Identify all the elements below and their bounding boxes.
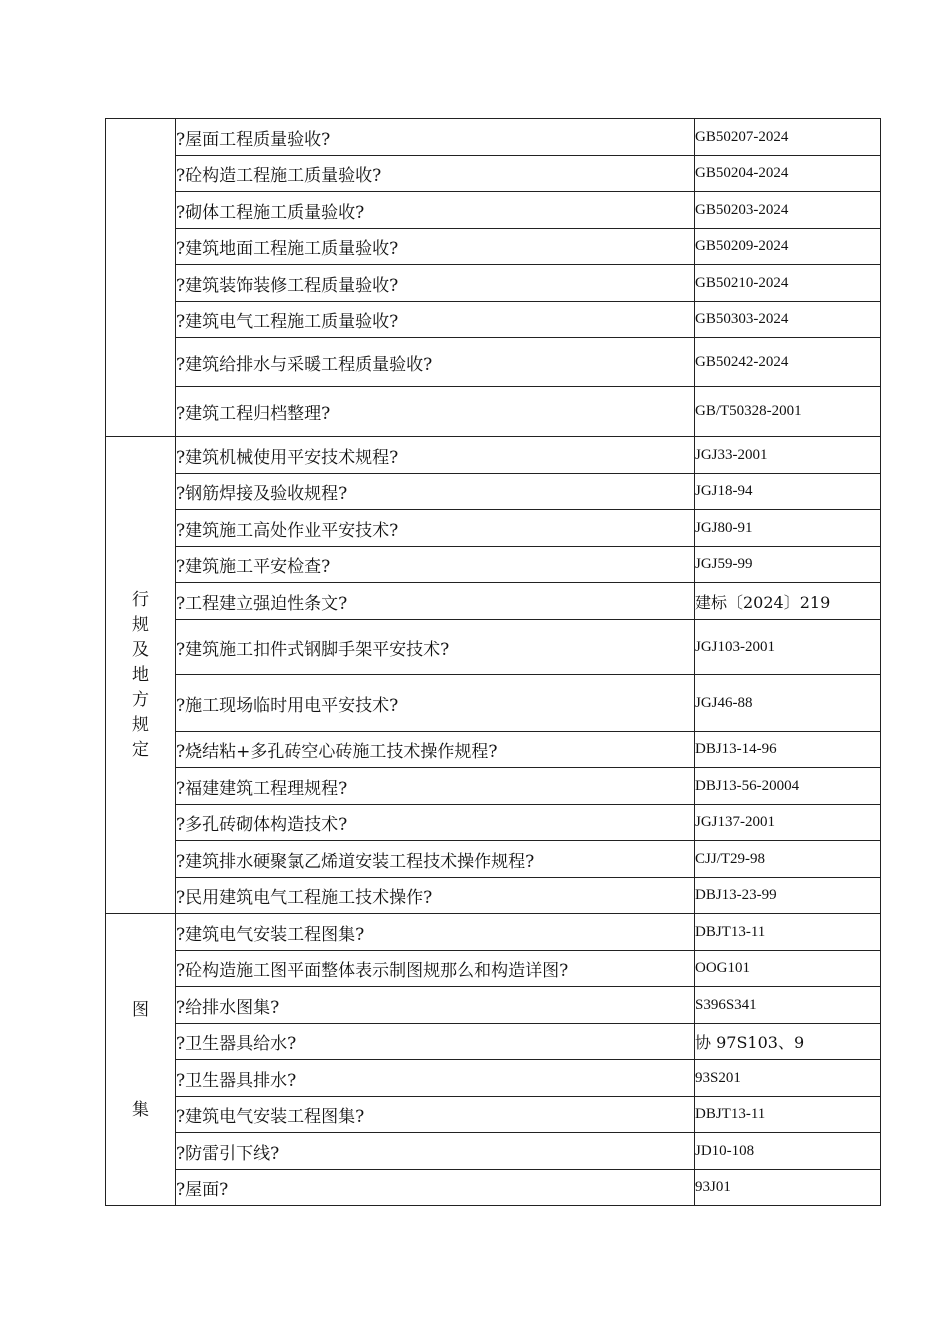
standard-code: 93S201: [695, 1060, 881, 1097]
standard-name: ?民用建筑电气工程施工技术操作?: [176, 878, 695, 914]
table-row: [106, 510, 881, 547]
standard-code: GB50242-2024: [695, 338, 881, 387]
table-row: [106, 265, 881, 302]
standard-name: ?建筑地面工程施工质量验收?: [176, 229, 695, 265]
standard-code: 协 97S103、9: [695, 1024, 881, 1060]
table-row: [106, 914, 881, 951]
standard-name: ?多孔砖砌体构造技术?: [176, 805, 695, 841]
table-row: [106, 841, 881, 878]
category-cell-blank: [106, 119, 176, 437]
standard-name: ?建筑电气安装工程图集?: [176, 1097, 695, 1133]
table-row: [106, 1060, 881, 1097]
table-row: [106, 951, 881, 987]
standard-name: ?建筑施工高处作业平安技术?: [176, 510, 695, 547]
standard-name: ?福建建筑工程理规程?: [176, 768, 695, 805]
standard-code: DBJ13-14-96: [695, 732, 881, 768]
standard-code: JGJ103-2001: [695, 620, 881, 675]
table-row: [106, 192, 881, 229]
table-row: [106, 620, 881, 675]
table-row: [106, 437, 881, 474]
standard-code: GB50303-2024: [695, 302, 881, 338]
standard-name: ?屋面?: [176, 1170, 695, 1206]
standard-name: ?建筑施工扣件式钢脚手架平安技术?: [176, 620, 695, 675]
table-row: [106, 338, 881, 387]
standard-code: GB/T50328-2001: [695, 387, 881, 437]
standard-name: ?钢筋焊接及验收规程?: [176, 474, 695, 510]
table-row: [106, 387, 881, 437]
category-label: 行规及地方规定: [132, 589, 149, 760]
standard-name: ?屋面工程质量验收?: [176, 119, 695, 156]
standard-code: CJJ/T29-98: [695, 841, 881, 878]
standard-name: ?建筑给排水与采暖工程质量验收?: [176, 338, 695, 387]
standard-code: DBJ13-23-99: [695, 878, 881, 914]
category-label: 图集: [132, 999, 149, 1120]
standard-code: GB50204-2024: [695, 156, 881, 192]
standard-code: GB50209-2024: [695, 229, 881, 265]
standard-name: ?建筑排水硬聚氯乙烯道安装工程技术操作规程?: [176, 841, 695, 878]
standard-code: JGJ80-91: [695, 510, 881, 547]
standards-table: [105, 118, 881, 1206]
standards-table-sheet: [105, 118, 880, 1206]
table-row: [106, 229, 881, 265]
table-row: [106, 675, 881, 732]
standard-code: JGJ137-2001: [695, 805, 881, 841]
standard-code: OOG101: [695, 951, 881, 987]
standard-code: JD10-108: [695, 1133, 881, 1170]
standard-code: GB50207-2024: [695, 119, 881, 156]
standard-code: JGJ59-99: [695, 547, 881, 583]
table-row: [106, 156, 881, 192]
standard-code: GB50210-2024: [695, 265, 881, 302]
category-cell-atlas: [106, 914, 176, 1206]
standard-name: ?建筑机械使用平安技术规程?: [176, 437, 695, 474]
standard-name: ?砼构造施工图平面整体表示制图规那么和构造详图?: [176, 951, 695, 987]
standard-code: DBJ13-56-20004: [695, 768, 881, 805]
standard-name: ?施工现场临时用电平安技术?: [176, 675, 695, 732]
standard-name: ?卫生器具给水?: [176, 1024, 695, 1060]
standard-name: ?砌体工程施工质量验收?: [176, 192, 695, 229]
table-row: [106, 119, 881, 156]
standard-code: JGJ33-2001: [695, 437, 881, 474]
standard-code: DBJT13-11: [695, 914, 881, 951]
standard-name: ?烧结粘+多孔砖空心砖施工技术操作规程?: [176, 732, 695, 768]
table-row: [106, 805, 881, 841]
standard-code: DBJT13-11: [695, 1097, 881, 1133]
table-row: [106, 768, 881, 805]
standard-name: ?砼构造工程施工质量验收?: [176, 156, 695, 192]
table-row: [106, 732, 881, 768]
table-row: [106, 1097, 881, 1133]
standard-name: ?给排水图集?: [176, 987, 695, 1024]
standard-code: GB50203-2024: [695, 192, 881, 229]
table-row: [106, 302, 881, 338]
standard-name: ?卫生器具排水?: [176, 1060, 695, 1097]
table-row: [106, 1170, 881, 1206]
table-row: [106, 547, 881, 583]
standard-name: ?建筑装饰装修工程质量验收?: [176, 265, 695, 302]
standard-name: ?工程建立强迫性条文?: [176, 583, 695, 620]
standard-code: 建标〔2024〕219: [695, 583, 881, 620]
table-row: [106, 878, 881, 914]
category-cell-industry-local: [106, 437, 176, 914]
standard-code: S396S341: [695, 987, 881, 1024]
standard-code: JGJ46-88: [695, 675, 881, 732]
table-row: [106, 583, 881, 620]
table-row: [106, 1133, 881, 1170]
standard-name: ?建筑电气安装工程图集?: [176, 914, 695, 951]
standard-name: ?建筑施工平安检查?: [176, 547, 695, 583]
standard-code: 93J01: [695, 1170, 881, 1206]
table-row: [106, 987, 881, 1024]
standard-name: ?建筑工程归档整理?: [176, 387, 695, 437]
standard-code: JGJ18-94: [695, 474, 881, 510]
table-row: [106, 1024, 881, 1060]
standard-name: ?防雷引下线?: [176, 1133, 695, 1170]
standard-name: ?建筑电气工程施工质量验收?: [176, 302, 695, 338]
table-row: [106, 474, 881, 510]
